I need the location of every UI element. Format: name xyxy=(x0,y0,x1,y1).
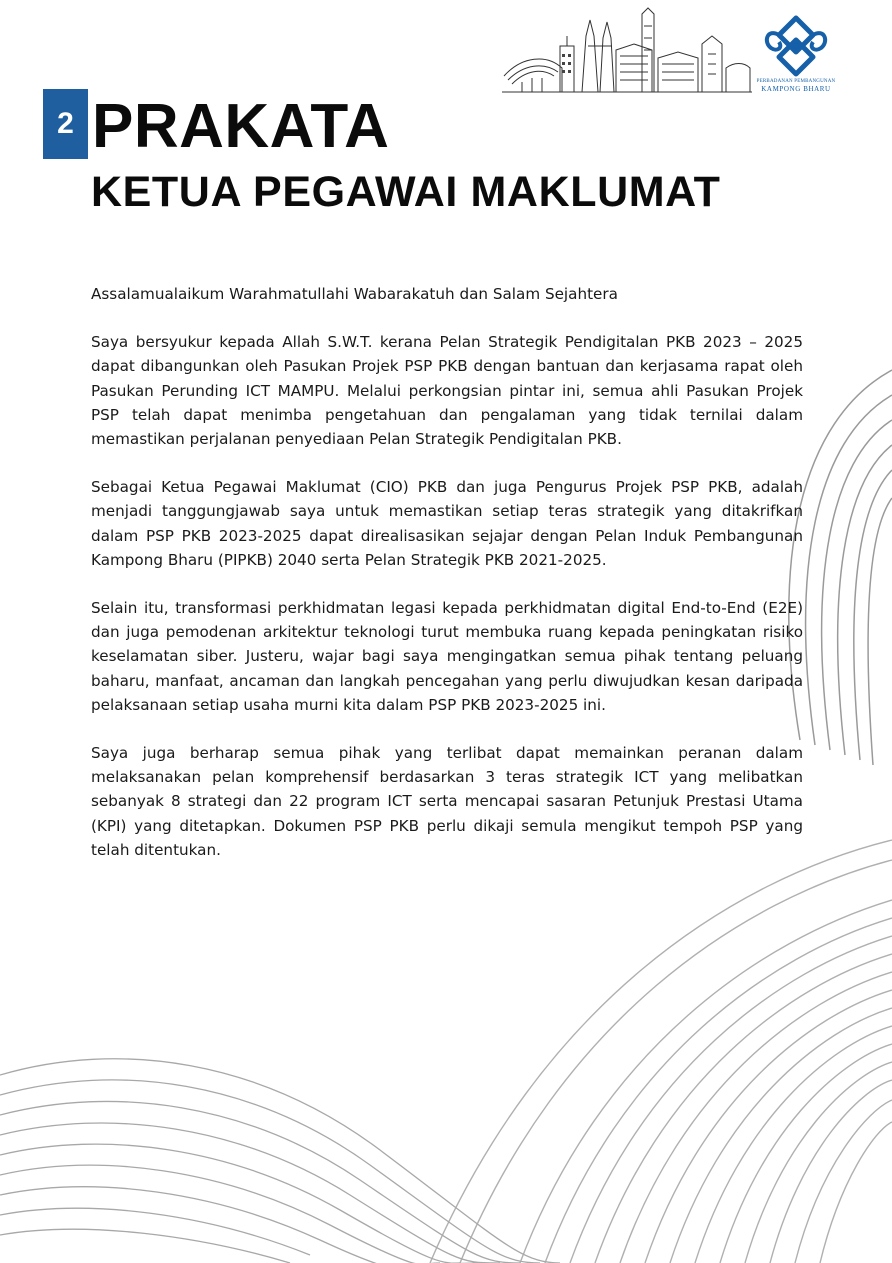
paragraph-1: Saya bersyukur kepada Allah S.W.T. kerana Pelan Strategik Pendigitalan PKB 2023 – 2025 dapat dibangunkan oleh Pasukan Projek PSP PKB dengan bantuan dan kerjasama rapat oleh Pasukan Perunding ICT MAMPU. Melalui perkongsian pintar ini, semua ahli Pasukan Projek PSP telah dapat menimba pengetahuan dan pengalaman yang tidak ternilai dalam memastikan perjalanan penyediaan Pelan Strategik Pendigitalan PKB. xyxy=(91,333,803,449)
body-text xyxy=(91,282,803,886)
organization-logo xyxy=(752,14,840,96)
city-skyline-illustration xyxy=(502,6,752,94)
paragraph-2: Sebagai Ketua Pegawai Maklumat (CIO) PKB dan juga Pengurus Projek PSP PKB, adalah menjadi tanggungjawab saya untuk memastikan setiap teras strategik yang ditakrifkan dalam PSP PKB 2023-2025 dapat direalisasikan sejajar dengan Pelan Induk Pembangunan Kampong Bharu (PIPKB) 2040 serta Pelan Strategik PKB 2021-2025. xyxy=(91,478,803,569)
paragraph-3: Selain itu, transformasi perkhidmatan legasi kepada perkhidmatan digital End-to-End (E2E) dan juga pemodenan arkitektur teknologi turut membuka ruang kepada peningkatan risiko keselamatan siber. Justeru, wajar bagi saya mengingatkan semua pihak tentang peluang baharu, manfaat, ancaman dan langkah pencegahan yang perlu diwujudkan kesan daripada pelaksanaan setiap usaha murni kita dalam PSP PKB 2023-2025 ini. xyxy=(91,599,803,714)
section-number-badge: 2 xyxy=(43,89,88,159)
logo-caption: KAMPONG BHARU xyxy=(761,85,831,93)
bottom-right-fan xyxy=(430,840,892,1263)
logo-caption-top: PERBADANAN PEMBANGUNAN xyxy=(756,79,836,84)
page-title: PRAKATA xyxy=(92,92,390,161)
logo-emblem-icon xyxy=(761,14,831,78)
bottom-left-waves xyxy=(0,1059,560,1263)
paragraph-4: Saya juga berharap semua pihak yang terlibat dapat memainkan peranan dalam melaksanakan pelan komprehensif berdasarkan 3 teras strategik ICT yang melibatkan sebanyak 8 strategi dan 22 program ICT serta mencapai sasaran Petunjuk Prestasi Utama (KPI) yang ditetapkan. Dokumen PSP PKB perlu dikaji semula mengikut tempoh PSP yang telah ditentukan. xyxy=(91,744,803,859)
greeting-line: Assalamualaikum Warahmatullahi Wabarakatuh dan Salam Sejahtera xyxy=(91,285,618,303)
page-subtitle: KETUA PEGAWAI MAKLUMAT xyxy=(91,168,721,216)
right-arcs xyxy=(789,370,892,765)
